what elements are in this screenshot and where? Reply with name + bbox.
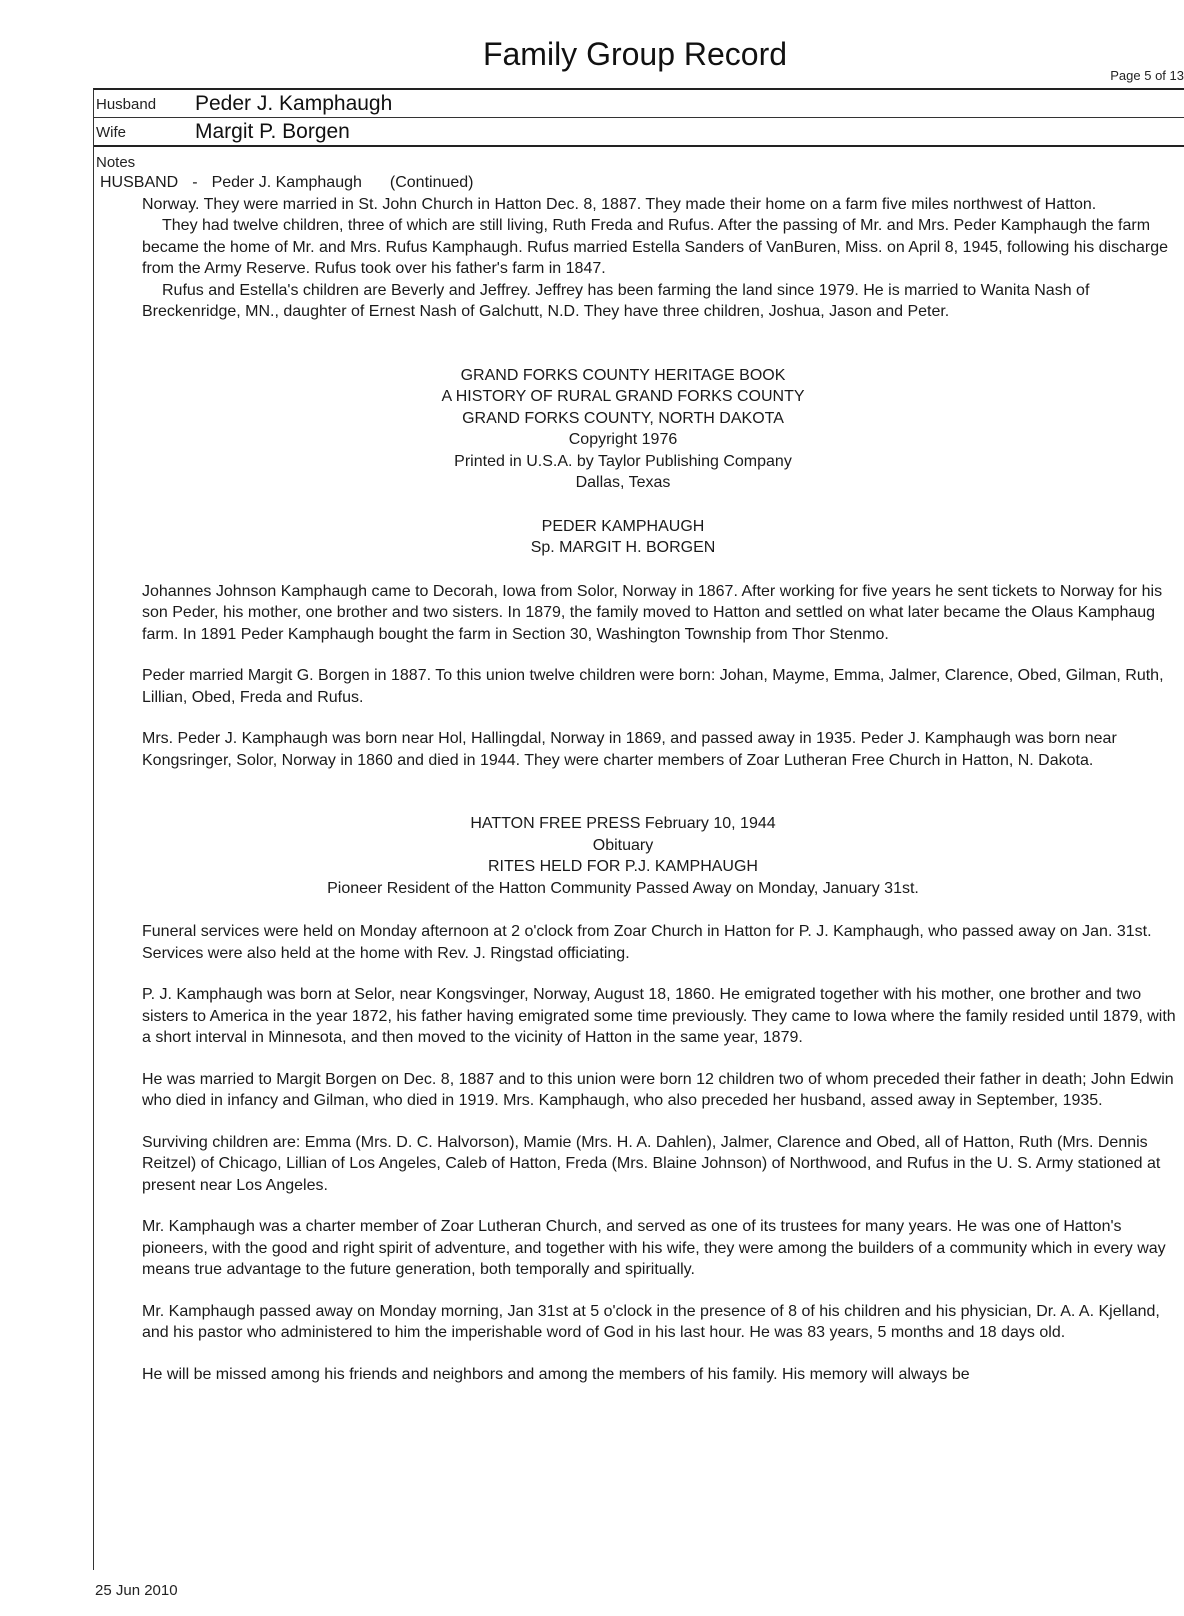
obituary-paragraph: P. J. Kamphaugh was born at Selor, near Kongsvinger, Norway, August 18, 1860. He emigrated together with his mother, one brother and two sisters to America in the year 1872, his father having emigrated some time previously. They came to Iowa where the family resided until 1879, with a short interval in Minnesota, and then moved to the vicinity of Hatton in the same year, 1879. — [142, 986, 1176, 1046]
obituary-paragraph: He will be missed among his friends and neighbors and among the members of his family. His memory will always be — [142, 1365, 970, 1383]
wife-name: Margit P. Borgen — [195, 120, 350, 143]
wife-row — [94, 118, 1184, 147]
book-subject-line: PEDER KAMPHAUGH — [541, 517, 705, 535]
obituary-paragraph: Mr. Kamphaugh passed away on Monday morning, Jan 31st at 5 o'clock in the presence of 8 of his children and his physician, Dr. A. A. Kjelland, and his pastor who administered to him the imperishable word of God in his last hour. He was 83 years, 5 months and 18 days old. — [142, 1302, 1160, 1341]
husband-name: Peder J. Kamphaugh — [195, 92, 393, 115]
wife-label: Wife — [96, 124, 126, 141]
book-subject-line: Sp. MARGIT H. BORGEN — [530, 539, 716, 556]
book-section — [142, 581, 1184, 772]
obituary-heading-line: Pioneer Resident of the Hatton Community Passed Away on Monday, January 31st. — [327, 879, 919, 897]
obituary-paragraph: Mr. Kamphaugh was a charter member of Zoar Lutheran Church, and served as one of its trustees for many years. He was one of Hatton's pioneers, with the good and right spirit of adventure, and together with his wife, they were among the builders of a community which in every way means true advantage to the future generation, both temporally and spiritually. — [142, 1218, 1166, 1278]
book-paragraph: Johannes Johnson Kamphaugh came to Decorah, Iowa from Solor, Norway in 1867. After working for five years he sent tickets to Norway for his son Peder, his mother, one brother and two sisters. In 1879, the family moved to Hatton and settled on what later became the Olaus Kamphaug farm. In 1891 Peder Kamphaugh bought the farm in Section 30, Washington Township from Thor Stenmo. — [142, 582, 1163, 643]
notes-husband-line — [94, 172, 1184, 194]
husband-label: Husband — [96, 96, 157, 113]
book-paragraph: Mrs. Peder J. Kamphaugh was born near Hol, Hallingdal, Norway in 1869, and passed away in 1935. Peder J. Kamphaugh was born near Kongsringer, Solor, Norway in 1860 and died in 1944. They were charter members of Zoar Lutheran Free Church in Hatton, N. Dakota. — [142, 730, 1117, 769]
intro-paragraph: Rufus and Estella's children are Beverly and Jeffrey. Jeffrey has been farming the land since 1979. He is married to Wanita Nash of Breckenridge, MN., daughter of Ernest Nash of Galchutt, N.D. They have three children, Joshua, Jason and Peter. — [142, 281, 1090, 320]
intro-section — [94, 194, 1184, 1386]
notes-label: Notes — [96, 154, 136, 171]
obituary-heading-line: RITES HELD FOR P.J. KAMPHAUGH — [488, 858, 758, 875]
notes-body — [94, 172, 1184, 1405]
print-date: 25 Jun 2010 — [95, 1582, 178, 1599]
intro-paragraph: They had twelve children, three of which are still living, Ruth Freda and Rufus. After the passing of Mr. and Mrs. Peder Kamphaugh the farm became the home of Mr. and Mrs. Rufus Kamphaugh. Rufus married Estella Sanders of VanBuren, Miss. on April 8, 1945, following his discharge from the Army Reserve. Rufus took over his father's farm in 1847. — [142, 217, 1169, 277]
husband-tag: HUSBAND — [100, 174, 179, 191]
book-heading-line: A HISTORY OF RURAL GRAND FORKS COUNTY — [441, 388, 805, 405]
book-heading-line: Dallas, Texas — [575, 474, 671, 491]
obituary-heading — [62, 813, 1184, 899]
husband-row — [94, 90, 1184, 118]
obituary-heading-line: Obituary — [592, 836, 654, 854]
book-heading — [62, 365, 1184, 559]
book-heading-line: Printed in U.S.A. by Taylor Publishing Company — [454, 452, 792, 470]
page-number: Page 5 of 13 — [1110, 68, 1184, 83]
obituary-section — [142, 921, 1184, 1385]
intro-paragraph: Norway. They were married in St. John Church in Hatton Dec. 8, 1887. They made their home on a farm five miles northwest of Hatton. — [142, 195, 1097, 213]
book-heading-line: Copyright 1976 — [568, 431, 678, 448]
obituary-paragraph: He was married to Margit Borgen on Dec. 8, 1887 and to this union were born 12 children two of whom preceded their father in death; John Edwin who died in infancy and Gilman, who died in 1919. Mrs. Kamphaugh, who also preceded her husband, assed away in September, 1935. — [142, 1070, 1174, 1109]
book-heading-line: GRAND FORKS COUNTY HERITAGE BOOK — [460, 366, 786, 384]
obituary-heading-line: HATTON FREE PRESS February 10, 1944 — [470, 815, 776, 832]
continued-label: (Continued) — [389, 174, 474, 191]
book-heading-line: GRAND FORKS COUNTY, NORTH DAKOTA — [462, 409, 784, 427]
book-paragraph: Peder married Margit G. Borgen in 1887. To this union twelve children were born: Johan, Mayme, Emma, Jalmer, Clarence, Obed, Gilman, Ruth, Lillian, Obed, Freda and Rufus. — [142, 667, 1164, 706]
obituary-paragraph: Surviving children are: Emma (Mrs. D. C. Halvorson), Mamie (Mrs. H. A. Dahlen), Jalmer, Clarence and Obed, all of Hatton, Ruth (Mrs. Dennis Reitzel) of Chicago, Lillian of Los Angeles, Caleb of Hatton, Freda (Mrs. Blaine Johnson) of Northwood, and Rufus in the U. S. Army stationed at present near Los Angeles. — [142, 1133, 1161, 1194]
obituary-paragraph: Funeral services were held on Monday afternoon at 2 o'clock from Zoar Church in Hatton for P. J. Kamphaugh, who passed away on Jan. 31st. Services were also held at the home with Rev. J. Ringstad officiating. — [142, 923, 1152, 962]
notes-husband-name: Peder J. Kamphaugh — [211, 174, 362, 191]
dash: - — [192, 174, 198, 191]
record-frame — [93, 88, 1184, 1570]
page-title: Family Group Record — [482, 36, 788, 72]
